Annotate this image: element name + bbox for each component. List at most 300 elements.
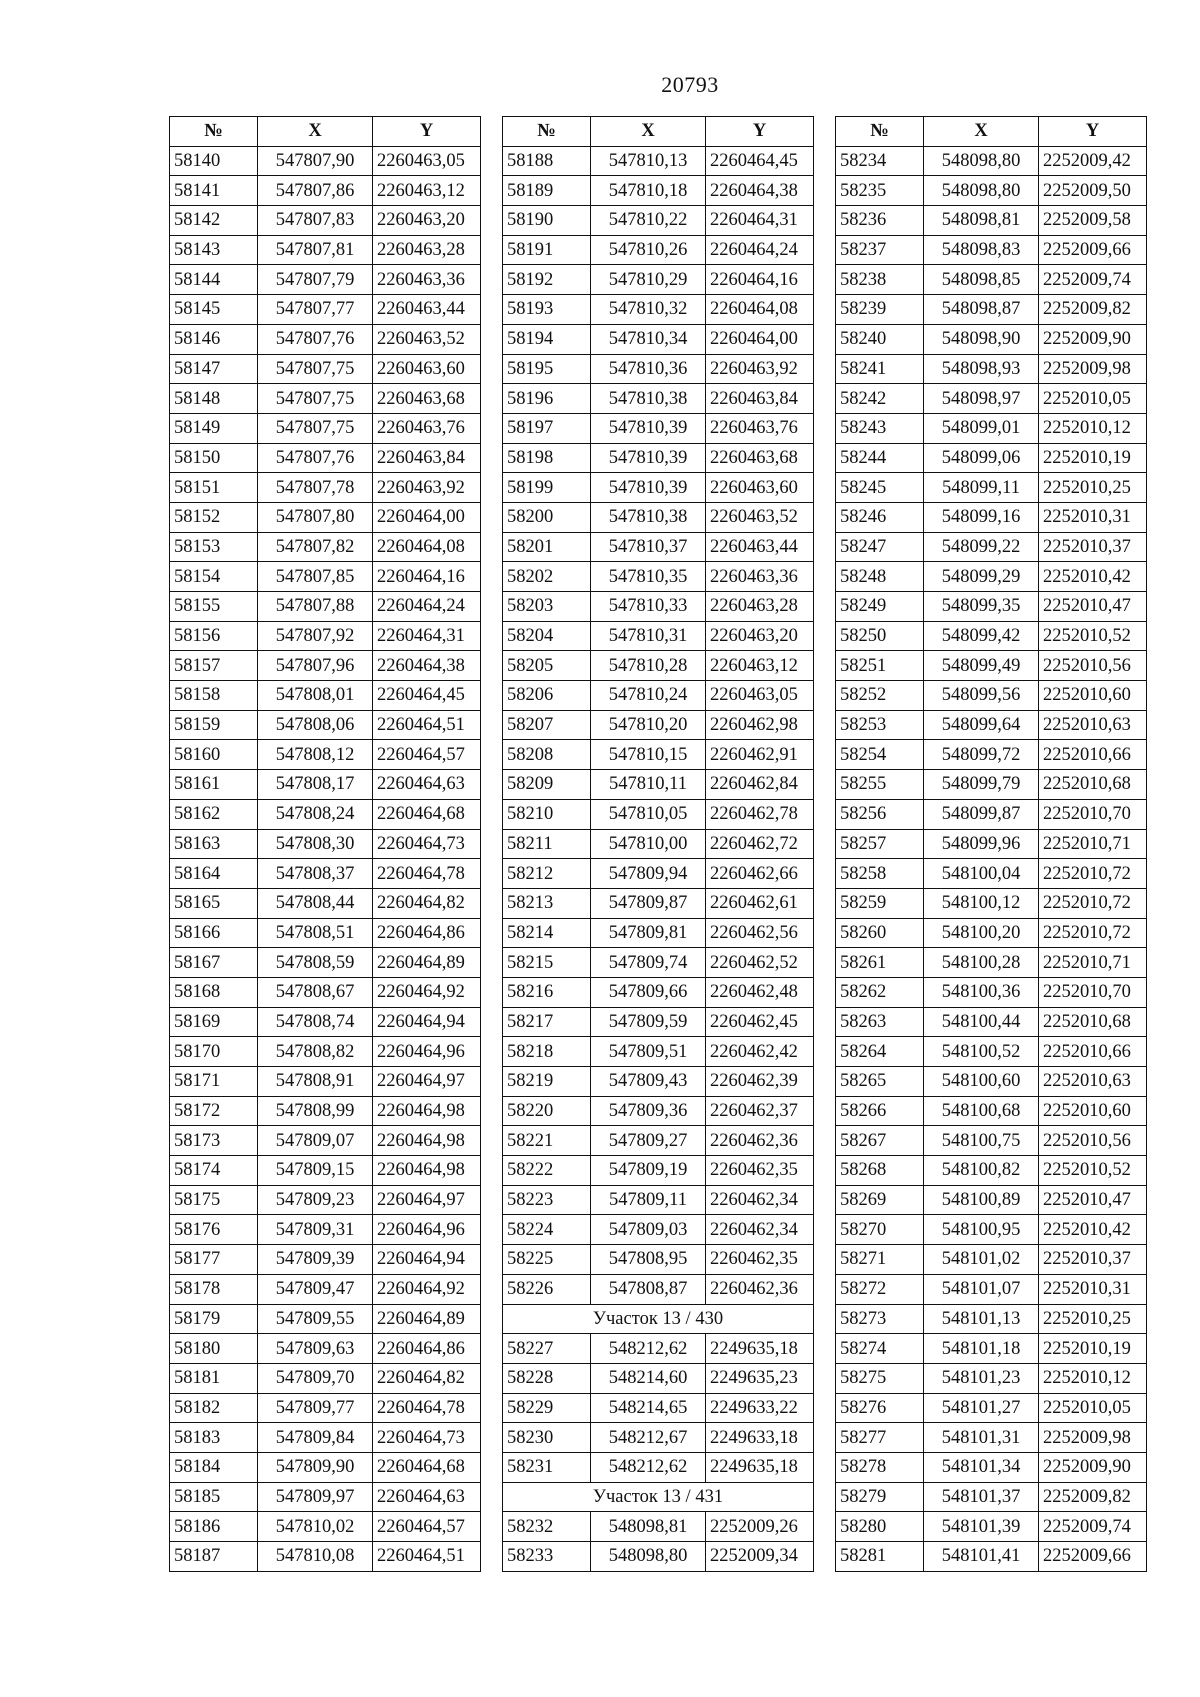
y-coordinate-cell: 2260463,76	[706, 413, 814, 443]
point-number-cell: 58241	[836, 354, 924, 384]
x-coordinate-cell: 547808,37	[258, 859, 373, 889]
point-number-cell: 58185	[170, 1482, 258, 1512]
table-row	[836, 1542, 1147, 1572]
x-coordinate-cell: 547810,39	[591, 473, 706, 503]
table-row	[503, 1156, 814, 1186]
x-coordinate-cell: 548100,68	[924, 1096, 1039, 1126]
x-coordinate-cell: 548098,97	[924, 384, 1039, 414]
table-row	[170, 413, 481, 443]
table-row	[503, 829, 814, 859]
y-coordinate-cell: 2260464,78	[373, 859, 481, 889]
x-coordinate-cell: 547808,99	[258, 1096, 373, 1126]
y-coordinate-cell: 2260462,34	[706, 1215, 814, 1245]
y-coordinate-cell: 2260463,05	[706, 681, 814, 711]
table-row	[836, 235, 1147, 265]
table-row	[836, 1482, 1147, 1512]
table-row	[503, 206, 814, 236]
point-number-cell: 58223	[503, 1185, 591, 1215]
table-row	[170, 681, 481, 711]
y-coordinate-cell: 2260462,48	[706, 977, 814, 1007]
point-number-cell: 58141	[170, 176, 258, 206]
point-number-cell: 58170	[170, 1037, 258, 1067]
y-coordinate-cell: 2252010,25	[1039, 473, 1147, 503]
y-coordinate-cell: 2252009,90	[1039, 1452, 1147, 1482]
table-row	[836, 413, 1147, 443]
point-number-cell: 58146	[170, 324, 258, 354]
y-coordinate-cell: 2260464,73	[373, 1423, 481, 1453]
point-number-cell: 58268	[836, 1156, 924, 1186]
point-number-cell: 58221	[503, 1126, 591, 1156]
table-row	[503, 235, 814, 265]
table-row	[170, 651, 481, 681]
x-coordinate-cell: 548100,89	[924, 1185, 1039, 1215]
y-coordinate-cell: 2260462,61	[706, 888, 814, 918]
table-row	[503, 473, 814, 503]
y-coordinate-cell: 2252010,42	[1039, 562, 1147, 592]
point-number-cell: 58206	[503, 681, 591, 711]
point-number-cell: 58274	[836, 1334, 924, 1364]
x-coordinate-cell: 548099,22	[924, 532, 1039, 562]
y-coordinate-cell: 2252010,05	[1039, 384, 1147, 414]
point-number-cell: 58204	[503, 621, 591, 651]
y-coordinate-cell: 2249635,18	[706, 1334, 814, 1364]
table-row	[170, 829, 481, 859]
x-coordinate-cell: 548101,41	[924, 1542, 1039, 1572]
table-row	[836, 710, 1147, 740]
x-coordinate-cell: 548098,93	[924, 354, 1039, 384]
table-header-row	[503, 117, 814, 147]
table-row	[503, 443, 814, 473]
table-row	[503, 1542, 814, 1572]
y-coordinate-cell: 2260463,28	[373, 235, 481, 265]
table-row	[170, 235, 481, 265]
table-row	[170, 740, 481, 770]
point-number-cell: 58222	[503, 1156, 591, 1186]
table-row	[170, 621, 481, 651]
y-coordinate-cell: 2260463,76	[373, 413, 481, 443]
point-number-cell: 58162	[170, 799, 258, 829]
point-number-cell: 58245	[836, 473, 924, 503]
x-coordinate-cell: 547810,36	[591, 354, 706, 384]
table-row	[170, 1304, 481, 1334]
y-coordinate-cell: 2260464,00	[373, 502, 481, 532]
point-number-cell: 58199	[503, 473, 591, 503]
y-coordinate-cell: 2260464,78	[373, 1393, 481, 1423]
table-row	[836, 206, 1147, 236]
x-coordinate-cell: 548101,18	[924, 1334, 1039, 1364]
x-coordinate-cell: 548098,80	[591, 1542, 706, 1572]
x-coordinate-cell: 548099,01	[924, 413, 1039, 443]
x-coordinate-cell: 548212,67	[591, 1423, 706, 1453]
x-coordinate-cell: 548101,39	[924, 1512, 1039, 1542]
table-row	[170, 1245, 481, 1275]
table-row	[170, 1512, 481, 1542]
y-coordinate-cell: 2252010,19	[1039, 443, 1147, 473]
y-coordinate-cell: 2252010,19	[1039, 1334, 1147, 1364]
table-row	[503, 977, 814, 1007]
point-number-cell: 58262	[836, 977, 924, 1007]
point-number-cell: 58256	[836, 799, 924, 829]
table-row	[836, 1304, 1147, 1334]
table-row	[170, 473, 481, 503]
x-coordinate-cell: 547808,06	[258, 710, 373, 740]
y-coordinate-cell: 2260462,35	[706, 1156, 814, 1186]
y-coordinate-cell: 2260462,98	[706, 710, 814, 740]
point-number-cell: 58240	[836, 324, 924, 354]
table-row	[170, 295, 481, 325]
y-coordinate-cell: 2260464,96	[373, 1037, 481, 1067]
point-number-cell: 58157	[170, 651, 258, 681]
point-number-cell: 58267	[836, 1126, 924, 1156]
x-coordinate-cell: 547808,01	[258, 681, 373, 711]
table-row	[170, 918, 481, 948]
coordinates-table-1	[169, 116, 481, 1572]
x-coordinate-cell: 547808,74	[258, 1007, 373, 1037]
x-coordinate-cell: 547807,85	[258, 562, 373, 592]
x-coordinate-cell: 547808,44	[258, 888, 373, 918]
x-coordinate-cell: 547808,12	[258, 740, 373, 770]
table-row	[170, 1185, 481, 1215]
x-coordinate-cell: 547809,74	[591, 948, 706, 978]
point-number-cell: 58210	[503, 799, 591, 829]
point-number-cell: 58252	[836, 681, 924, 711]
point-number-cell: 58230	[503, 1423, 591, 1453]
x-coordinate-cell: 547810,05	[591, 799, 706, 829]
header-y: Y	[706, 117, 814, 147]
x-coordinate-cell: 547809,39	[258, 1245, 373, 1275]
table-row	[503, 740, 814, 770]
point-number-cell: 58166	[170, 918, 258, 948]
table-row	[503, 1096, 814, 1126]
point-number-cell: 58192	[503, 265, 591, 295]
x-coordinate-cell: 547810,31	[591, 621, 706, 651]
x-coordinate-cell: 547807,79	[258, 265, 373, 295]
point-number-cell: 58218	[503, 1037, 591, 1067]
table-row	[836, 1334, 1147, 1364]
table-row	[836, 1215, 1147, 1245]
point-number-cell: 58195	[503, 354, 591, 384]
point-number-cell: 58236	[836, 206, 924, 236]
y-coordinate-cell: 2260462,36	[706, 1274, 814, 1304]
y-coordinate-cell: 2260463,60	[706, 473, 814, 503]
table-row	[170, 265, 481, 295]
point-number-cell: 58150	[170, 443, 258, 473]
y-coordinate-cell: 2260464,92	[373, 977, 481, 1007]
y-coordinate-cell: 2260464,68	[373, 1452, 481, 1482]
point-number-cell: 58224	[503, 1215, 591, 1245]
section-label: Участок 13 / 431	[503, 1482, 814, 1512]
table-row	[503, 1363, 814, 1393]
point-number-cell: 58158	[170, 681, 258, 711]
table-row	[170, 799, 481, 829]
table-row	[836, 1037, 1147, 1067]
point-number-cell: 58251	[836, 651, 924, 681]
table-row	[503, 1423, 814, 1453]
table-row	[836, 1126, 1147, 1156]
table-row	[170, 948, 481, 978]
y-coordinate-cell: 2252010,72	[1039, 888, 1147, 918]
point-number-cell: 58228	[503, 1363, 591, 1393]
point-number-cell: 58189	[503, 176, 591, 206]
x-coordinate-cell: 547808,87	[591, 1274, 706, 1304]
x-coordinate-cell: 547807,92	[258, 621, 373, 651]
y-coordinate-cell: 2260463,20	[373, 206, 481, 236]
header-y: Y	[1039, 117, 1147, 147]
y-coordinate-cell: 2260464,98	[373, 1156, 481, 1186]
y-coordinate-cell: 2260464,16	[373, 562, 481, 592]
point-number-cell: 58171	[170, 1067, 258, 1097]
point-number-cell: 58231	[503, 1452, 591, 1482]
table-header-row	[170, 117, 481, 147]
table-row	[836, 1185, 1147, 1215]
table-row	[170, 1067, 481, 1097]
point-number-cell: 58270	[836, 1215, 924, 1245]
point-number-cell: 58160	[170, 740, 258, 770]
y-coordinate-cell: 2252010,71	[1039, 829, 1147, 859]
y-coordinate-cell: 2260463,60	[373, 354, 481, 384]
table-row	[503, 681, 814, 711]
x-coordinate-cell: 547810,33	[591, 592, 706, 622]
x-coordinate-cell: 547807,77	[258, 295, 373, 325]
point-number-cell: 58276	[836, 1393, 924, 1423]
header-x: X	[591, 117, 706, 147]
header-x: X	[924, 117, 1039, 147]
point-number-cell: 58144	[170, 265, 258, 295]
x-coordinate-cell: 548099,16	[924, 502, 1039, 532]
y-coordinate-cell: 2260462,37	[706, 1096, 814, 1126]
x-coordinate-cell: 547809,27	[591, 1126, 706, 1156]
table-row	[503, 1274, 814, 1304]
x-coordinate-cell: 548098,83	[924, 235, 1039, 265]
table-row	[170, 1274, 481, 1304]
table-row	[503, 1334, 814, 1364]
table-row	[836, 502, 1147, 532]
x-coordinate-cell: 548098,85	[924, 265, 1039, 295]
x-coordinate-cell: 547809,87	[591, 888, 706, 918]
x-coordinate-cell: 547808,24	[258, 799, 373, 829]
x-coordinate-cell: 547809,23	[258, 1185, 373, 1215]
y-coordinate-cell: 2252010,42	[1039, 1215, 1147, 1245]
y-coordinate-cell: 2252009,82	[1039, 1482, 1147, 1512]
x-coordinate-cell: 548100,95	[924, 1215, 1039, 1245]
point-number-cell: 58278	[836, 1452, 924, 1482]
x-coordinate-cell: 547810,38	[591, 384, 706, 414]
y-coordinate-cell: 2252010,66	[1039, 740, 1147, 770]
x-coordinate-cell: 548101,13	[924, 1304, 1039, 1334]
point-number-cell: 58242	[836, 384, 924, 414]
x-coordinate-cell: 547809,51	[591, 1037, 706, 1067]
y-coordinate-cell: 2260464,86	[373, 1334, 481, 1364]
x-coordinate-cell: 548101,27	[924, 1393, 1039, 1423]
point-number-cell: 58197	[503, 413, 591, 443]
table-row	[836, 888, 1147, 918]
point-number-cell: 58161	[170, 770, 258, 800]
x-coordinate-cell: 547808,51	[258, 918, 373, 948]
y-coordinate-cell: 2252010,47	[1039, 1185, 1147, 1215]
y-coordinate-cell: 2260464,98	[373, 1126, 481, 1156]
point-number-cell: 58164	[170, 859, 258, 889]
y-coordinate-cell: 2252010,52	[1039, 1156, 1147, 1186]
table-row	[836, 1007, 1147, 1037]
table-row	[503, 770, 814, 800]
x-coordinate-cell: 548100,28	[924, 948, 1039, 978]
y-coordinate-cell: 2260464,97	[373, 1185, 481, 1215]
table-row	[503, 265, 814, 295]
point-number-cell: 58177	[170, 1245, 258, 1275]
y-coordinate-cell: 2252009,66	[1039, 1542, 1147, 1572]
table-row	[170, 443, 481, 473]
y-coordinate-cell: 2252009,74	[1039, 1512, 1147, 1542]
point-number-cell: 58142	[170, 206, 258, 236]
table-row	[503, 859, 814, 889]
y-coordinate-cell: 2260462,36	[706, 1126, 814, 1156]
table-row	[503, 1215, 814, 1245]
table-row	[836, 770, 1147, 800]
table-row	[503, 532, 814, 562]
point-number-cell: 58234	[836, 146, 924, 176]
table-row	[836, 265, 1147, 295]
table-row	[503, 1007, 814, 1037]
y-coordinate-cell: 2260462,56	[706, 918, 814, 948]
point-number-cell: 58216	[503, 977, 591, 1007]
point-number-cell: 58149	[170, 413, 258, 443]
table-row	[170, 1156, 481, 1186]
y-coordinate-cell: 2252010,12	[1039, 413, 1147, 443]
x-coordinate-cell: 547807,75	[258, 413, 373, 443]
table-row	[503, 354, 814, 384]
table-row	[503, 918, 814, 948]
table-row	[503, 1126, 814, 1156]
table-row	[836, 681, 1147, 711]
point-number-cell: 58201	[503, 532, 591, 562]
table-row	[503, 888, 814, 918]
x-coordinate-cell: 547809,77	[258, 1393, 373, 1423]
table-row	[170, 1334, 481, 1364]
table-row	[170, 1363, 481, 1393]
x-coordinate-cell: 548101,34	[924, 1452, 1039, 1482]
x-coordinate-cell: 547810,11	[591, 770, 706, 800]
x-coordinate-cell: 548099,49	[924, 651, 1039, 681]
y-coordinate-cell: 2252010,63	[1039, 1067, 1147, 1097]
point-number-cell: 58281	[836, 1542, 924, 1572]
x-coordinate-cell: 548100,52	[924, 1037, 1039, 1067]
table-row	[170, 888, 481, 918]
y-coordinate-cell: 2260463,52	[706, 502, 814, 532]
table-row	[170, 384, 481, 414]
point-number-cell: 58145	[170, 295, 258, 325]
x-coordinate-cell: 547810,35	[591, 562, 706, 592]
y-coordinate-cell: 2252010,68	[1039, 1007, 1147, 1037]
x-coordinate-cell: 548101,02	[924, 1245, 1039, 1275]
x-coordinate-cell: 548212,62	[591, 1334, 706, 1364]
x-coordinate-cell: 547809,36	[591, 1096, 706, 1126]
table-row	[170, 146, 481, 176]
table-row	[836, 473, 1147, 503]
x-coordinate-cell: 548100,12	[924, 888, 1039, 918]
point-number-cell: 58186	[170, 1512, 258, 1542]
x-coordinate-cell: 548098,80	[924, 176, 1039, 206]
point-number-cell: 58209	[503, 770, 591, 800]
y-coordinate-cell: 2260464,16	[706, 265, 814, 295]
y-coordinate-cell: 2260464,00	[706, 324, 814, 354]
table-row	[836, 1156, 1147, 1186]
table-row	[170, 532, 481, 562]
point-number-cell: 58214	[503, 918, 591, 948]
y-coordinate-cell: 2260463,36	[706, 562, 814, 592]
y-coordinate-cell: 2252010,56	[1039, 1126, 1147, 1156]
y-coordinate-cell: 2260464,82	[373, 888, 481, 918]
section-label: Участок 13 / 430	[503, 1304, 814, 1334]
point-number-cell: 58217	[503, 1007, 591, 1037]
point-number-cell: 58152	[170, 502, 258, 532]
y-coordinate-cell: 2260462,72	[706, 829, 814, 859]
point-number-cell: 58155	[170, 592, 258, 622]
x-coordinate-cell: 548214,60	[591, 1363, 706, 1393]
header-number: №	[836, 117, 924, 147]
table-row	[836, 829, 1147, 859]
section-row	[503, 1304, 814, 1334]
table-row	[503, 621, 814, 651]
y-coordinate-cell: 2260464,89	[373, 1304, 481, 1334]
x-coordinate-cell: 548099,29	[924, 562, 1039, 592]
table-row	[170, 1482, 481, 1512]
y-coordinate-cell: 2260464,57	[373, 1512, 481, 1542]
y-coordinate-cell: 2260464,82	[373, 1363, 481, 1393]
y-coordinate-cell: 2252009,90	[1039, 324, 1147, 354]
table-row	[836, 1452, 1147, 1482]
y-coordinate-cell: 2260464,92	[373, 1274, 481, 1304]
x-coordinate-cell: 547809,19	[591, 1156, 706, 1186]
y-coordinate-cell: 2260464,31	[706, 206, 814, 236]
table-row	[170, 502, 481, 532]
point-number-cell: 58180	[170, 1334, 258, 1364]
y-coordinate-cell: 2260463,68	[706, 443, 814, 473]
y-coordinate-cell: 2252010,72	[1039, 918, 1147, 948]
x-coordinate-cell: 547807,82	[258, 532, 373, 562]
point-number-cell: 58255	[836, 770, 924, 800]
x-coordinate-cell: 547810,39	[591, 413, 706, 443]
x-coordinate-cell: 547807,75	[258, 354, 373, 384]
point-number-cell: 58259	[836, 888, 924, 918]
table-row	[836, 532, 1147, 562]
x-coordinate-cell: 547810,22	[591, 206, 706, 236]
y-coordinate-cell: 2260464,97	[373, 1067, 481, 1097]
x-coordinate-cell: 547808,30	[258, 829, 373, 859]
y-coordinate-cell: 2252010,37	[1039, 532, 1147, 562]
y-coordinate-cell: 2260464,51	[373, 710, 481, 740]
x-coordinate-cell: 547810,37	[591, 532, 706, 562]
x-coordinate-cell: 547808,91	[258, 1067, 373, 1097]
x-coordinate-cell: 548098,87	[924, 295, 1039, 325]
y-coordinate-cell: 2260464,94	[373, 1007, 481, 1037]
point-number-cell: 58167	[170, 948, 258, 978]
point-number-cell: 58174	[170, 1156, 258, 1186]
y-coordinate-cell: 2260464,89	[373, 948, 481, 978]
table-row	[503, 948, 814, 978]
y-coordinate-cell: 2260463,36	[373, 265, 481, 295]
table-row	[170, 770, 481, 800]
y-coordinate-cell: 2252009,26	[706, 1512, 814, 1542]
y-coordinate-cell: 2260464,08	[706, 295, 814, 325]
table-row	[503, 413, 814, 443]
table-row	[503, 1185, 814, 1215]
point-number-cell: 58246	[836, 502, 924, 532]
y-coordinate-cell: 2260464,38	[373, 651, 481, 681]
x-coordinate-cell: 547807,96	[258, 651, 373, 681]
y-coordinate-cell: 2252009,82	[1039, 295, 1147, 325]
table-row	[170, 1215, 481, 1245]
point-number-cell: 58266	[836, 1096, 924, 1126]
